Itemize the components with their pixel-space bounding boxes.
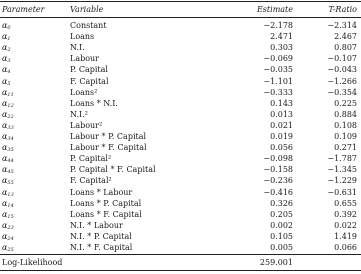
param-symbol: α <box>2 243 8 252</box>
estimate-cell: −0.416 <box>263 187 293 197</box>
table-row <box>0 142 361 153</box>
variable-cell: N.I.² <box>70 109 88 119</box>
param-symbol: α <box>2 209 8 219</box>
variable-cell: N.I. <box>70 43 85 53</box>
table-row <box>0 198 361 209</box>
header-variable: Variable <box>70 5 104 14</box>
estimate-cell: 0.105 <box>270 231 293 241</box>
param-symbol: α <box>2 43 8 53</box>
param-subscript: 33 <box>7 124 14 131</box>
param-subscript: 22 <box>7 113 14 120</box>
estimate-cell: 0.205 <box>270 209 293 219</box>
tratio-cell: 0.066 <box>334 243 357 252</box>
param-symbol: α <box>2 143 8 153</box>
tratio-cell: 0.108 <box>334 120 357 130</box>
tratio-cell: −1.787 <box>327 154 357 164</box>
table-row <box>0 242 361 253</box>
body-rule <box>0 254 361 255</box>
param-symbol: α <box>2 154 8 164</box>
table-row <box>0 87 361 98</box>
param-symbol: α <box>2 165 8 175</box>
param-subscript: 3 <box>7 58 11 65</box>
variable-cell: P. Capital * F. Capital <box>70 165 156 175</box>
table-row <box>0 231 361 242</box>
estimate-cell: −0.098 <box>263 154 293 164</box>
param-symbol: α <box>2 87 8 97</box>
estimate-cell: 0.303 <box>270 43 293 53</box>
estimate-cell: 0.019 <box>270 132 293 141</box>
table-row <box>0 220 361 231</box>
variable-cell: Loans * F. Capital <box>70 209 142 219</box>
tratio-cell: 0.109 <box>334 132 357 141</box>
variable-cell: Loans² <box>70 87 98 97</box>
param-symbol: α <box>2 65 8 75</box>
header-estimate: Estimate <box>256 5 293 14</box>
param-symbol: α <box>2 76 8 86</box>
variable-cell: N.I. * F. Capital <box>70 243 133 252</box>
tratio-cell: −0.354 <box>327 87 357 97</box>
estimate-cell: 0.013 <box>270 109 293 119</box>
table-row <box>0 164 361 175</box>
tratio-cell: 0.271 <box>334 143 357 153</box>
variable-cell: Loans * Labour <box>70 187 133 197</box>
param-subscript: 5 <box>7 80 11 87</box>
estimate-cell: 0.056 <box>270 143 293 153</box>
param-symbol: α <box>2 120 8 130</box>
param-symbol: α <box>2 109 8 119</box>
estimate-cell: 2.471 <box>270 32 293 42</box>
variable-cell: Labour * F. Capital <box>70 143 147 153</box>
footer-value: 259.001 <box>259 258 293 267</box>
param-symbol: α <box>2 231 8 241</box>
table-row <box>0 175 361 186</box>
param-subscript: 2 <box>7 47 11 54</box>
param-subscript: 13 <box>7 191 14 198</box>
param-symbol: α <box>2 32 8 42</box>
param-subscript: 34 <box>7 136 14 142</box>
tratio-cell: −1.345 <box>327 165 357 175</box>
table-row <box>0 31 361 42</box>
estimate-cell: 0.021 <box>270 120 293 130</box>
param-subscript: 14 <box>7 202 14 209</box>
tratio-cell: 0.884 <box>334 109 357 119</box>
table-row <box>0 131 361 142</box>
estimate-cell: 0.002 <box>270 220 293 230</box>
tratio-cell: −1.229 <box>327 176 357 186</box>
param-subscript: 44 <box>7 158 14 165</box>
bottom-rule <box>0 270 361 271</box>
variable-cell: Loans * P. Capital <box>70 198 142 208</box>
tratio-cell: 0.022 <box>334 220 357 230</box>
param-subscript: 24 <box>7 235 14 242</box>
estimate-cell: −2.178 <box>263 21 293 30</box>
param-symbol: α <box>2 21 8 30</box>
tratio-cell: −0.107 <box>327 54 357 64</box>
table-row <box>0 53 361 64</box>
param-subscript: 11 <box>7 91 14 98</box>
estimate-cell: −0.236 <box>263 176 293 186</box>
table-row <box>0 98 361 109</box>
table-row <box>0 153 361 164</box>
param-subscript: 4 <box>7 69 11 76</box>
variable-cell: Loans <box>70 32 95 42</box>
header-parameter: Parameter <box>2 5 45 14</box>
param-symbol: α <box>2 54 8 64</box>
tratio-cell: 0.807 <box>334 43 357 53</box>
table-row <box>0 187 361 198</box>
estimate-cell: −0.035 <box>263 65 293 75</box>
param-subscript: 25 <box>7 247 14 253</box>
estimate-cell: −0.158 <box>263 165 293 175</box>
estimate-cell: 0.326 <box>270 198 293 208</box>
param-subscript: 35 <box>7 147 14 154</box>
param-subscript: 23 <box>7 224 14 231</box>
variable-cell: Constant <box>70 21 107 30</box>
tratio-cell: −0.043 <box>327 65 357 75</box>
table-row <box>0 209 361 220</box>
param-symbol: α <box>2 176 8 186</box>
variable-cell: N.I. * Labour <box>70 220 123 230</box>
param-symbol: α <box>2 187 8 197</box>
variable-cell: Loans * N.I. <box>70 98 118 108</box>
footer-row <box>0 257 361 268</box>
table-row <box>0 42 361 53</box>
param-subscript: 12 <box>7 102 14 109</box>
variable-cell: Labour² <box>70 120 103 130</box>
table-row <box>0 109 361 120</box>
variable-cell: Labour * P. Capital <box>70 132 147 141</box>
variable-cell: F. Capital <box>70 76 109 86</box>
tratio-cell: 2.467 <box>334 32 357 42</box>
table-row <box>0 64 361 75</box>
tratio-cell: 0.655 <box>334 198 357 208</box>
tratio-cell: 0.392 <box>334 209 357 219</box>
param-subscript: 55 <box>7 180 14 187</box>
estimate-cell: 0.005 <box>270 243 293 252</box>
table-row <box>0 76 361 87</box>
estimate-cell: −0.069 <box>263 54 293 64</box>
param-subscript: 45 <box>7 169 14 176</box>
estimate-cell: −1.101 <box>263 76 293 86</box>
header-rule <box>0 17 361 18</box>
tratio-cell: −0.631 <box>327 187 357 197</box>
footer-label: Log-Likelihood <box>2 258 63 267</box>
tratio-cell: −2.314 <box>327 21 357 30</box>
estimate-cell: −0.333 <box>263 87 293 97</box>
variable-cell: P. Capital <box>70 65 108 75</box>
variable-cell: F. Capital² <box>70 176 112 186</box>
header-tratio: T-Ratio <box>328 5 357 14</box>
param-symbol: α <box>2 220 8 230</box>
param-subscript: 0 <box>7 25 11 31</box>
param-symbol: α <box>2 198 8 208</box>
estimate-cell: 0.143 <box>270 98 293 108</box>
param-subscript: 15 <box>7 213 14 220</box>
variable-cell: P. Capital² <box>70 154 112 164</box>
param-subscript: 1 <box>7 36 11 43</box>
top-rule <box>0 1 361 2</box>
param-symbol: α <box>2 132 8 141</box>
tratio-cell: 1.419 <box>334 231 357 241</box>
tratio-cell: 0.225 <box>334 98 357 108</box>
table-row <box>0 120 361 131</box>
tratio-cell: −1.266 <box>327 76 357 86</box>
variable-cell: Labour <box>70 54 99 64</box>
variable-cell: N.I. * P. Capital <box>70 231 132 241</box>
table-row <box>0 20 361 31</box>
param-symbol: α <box>2 98 8 108</box>
